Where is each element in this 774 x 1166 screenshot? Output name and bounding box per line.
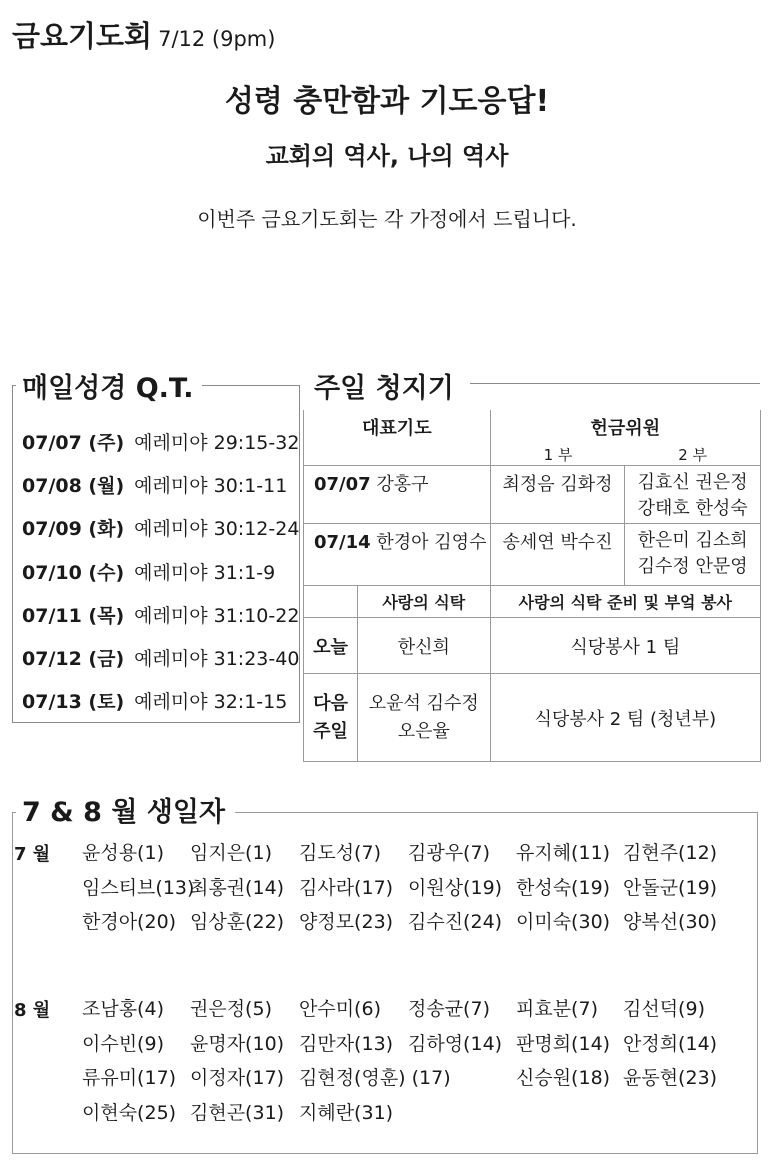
birthday-entry: 윤명자(10) (190, 1032, 285, 1055)
page-datetime: 7/12 (9pm) (158, 27, 276, 51)
birthday-entry: 정송균(7) (408, 998, 490, 1020)
sunday-table (303, 410, 761, 762)
birthday-entry: 양복선(30) (623, 911, 718, 933)
sunday-part2: 김효신 권은정 강태호 한성숙 (625, 466, 761, 524)
birthday-entry: 이원상(19) (408, 876, 503, 899)
qt-row (22, 593, 299, 636)
next-meal: 오윤석 김수정 오은율 (357, 674, 490, 762)
qt-passage: 예레미야 30:1-11 (134, 475, 288, 498)
sunday-prayer: 한경아 김영수 (376, 532, 487, 553)
qt-heading: 매일성경 Q.T. (16, 366, 202, 405)
col-part2-label: 2 부 (678, 446, 708, 464)
qt-date: 07/09 (화) (22, 518, 125, 541)
birthday-entry: 이현숙(25) (82, 1101, 177, 1124)
qt-row (22, 463, 299, 506)
qt-date: 07/13 (토) (22, 691, 125, 714)
birthday-entry: 조남홍(4) (82, 998, 164, 1020)
sunday-top-rule (470, 383, 760, 384)
july-label: 7 월 (14, 844, 51, 865)
august-label: 8 월 (14, 1000, 51, 1021)
birthday-entry: 김현정(영훈) (17) (299, 1067, 451, 1089)
sunday-prayer-cell (304, 524, 491, 586)
page-title: 금요기도회 (12, 19, 153, 53)
qt-date: 07/12 (금) (22, 648, 125, 671)
today-meal: 한신희 (357, 618, 490, 674)
qt-passage: 예레미야 31:1-9 (134, 561, 276, 584)
birthday-entry: 판명희(14) (516, 1032, 611, 1055)
qt-passage: 예레미야 29:15-32 (134, 432, 300, 455)
qt-date: 07/08 (월) (22, 475, 125, 498)
birthday-entry: 류유미(17) (82, 1067, 177, 1089)
birthday-entry: 김현곤(31) (190, 1101, 285, 1124)
birthday-entry: 김하영(14) (408, 1032, 503, 1055)
birthday-entry: 한성숙(19) (516, 876, 611, 899)
today-label: 오늘 (304, 618, 358, 674)
birthday-entry: 이정자(17) (190, 1067, 285, 1089)
birthday-entry: 최홍권(14) (190, 876, 285, 899)
next-prep: 식당봉사 2 팀 (청년부) (490, 674, 760, 762)
qt-list (22, 420, 299, 722)
birthday-entry: 김도성(7) (299, 842, 381, 864)
sunday-prayer-cell (304, 466, 491, 524)
sunday-prayer: 강홍구 (376, 474, 429, 495)
prep-header: 사랑의 식탁 준비 및 부엌 봉사 (490, 586, 760, 618)
birthday-entry: 임스티브(13) (82, 876, 195, 899)
birthday-entry: 윤성용(1) (82, 842, 164, 864)
today-row (304, 618, 761, 674)
meal-header: 사랑의 식탁 (357, 586, 490, 618)
birthday-entry: 유지혜(11) (516, 842, 611, 864)
page-header (12, 14, 275, 55)
qt-date: 07/07 (주) (22, 432, 125, 455)
birthday-entry: 지혜란(31) (299, 1101, 394, 1124)
birthday-entry: 윤동현(23) (623, 1067, 718, 1089)
meal-corner-cell (304, 586, 358, 618)
qt-passage: 예레미야 30:12-24 (134, 518, 300, 541)
qt-row (22, 679, 299, 722)
birthday-entry: 양정모(23) (299, 911, 394, 933)
birthday-entry: 김수진(24) (408, 911, 503, 933)
birthday-entry: 피효분(7) (516, 998, 598, 1020)
birthday-entry: 김만자(13) (299, 1032, 394, 1055)
birthday-entry: 안돌군(19) (623, 876, 718, 899)
col-offering-header (490, 410, 760, 466)
birthday-entry: 김사라(17) (299, 876, 394, 899)
col-prayer-header: 대표기도 (304, 410, 491, 466)
notice-text: 이번주 금요기도회는 각 가정에서 드립니다. (197, 207, 577, 231)
qt-passage: 예레미야 32:1-15 (134, 691, 288, 714)
qt-passage: 예레미야 31:10-22 (134, 604, 300, 627)
qt-passage: 예레미야 31:23-40 (134, 648, 300, 671)
qt-row (22, 506, 299, 549)
main-title: 성령 충만함과 기도응답! (224, 84, 550, 119)
next-label: 다음 주일 (304, 674, 358, 762)
birthday-entry: 김현주(12) (623, 842, 718, 864)
col-offering-title: 헌금위원 (590, 418, 661, 439)
sunday-heading: 주일 청지기 (306, 366, 464, 405)
birthday-entry: 신승원(18) (516, 1067, 611, 1089)
birthday-heading: 7 & 8 월 생일자 (16, 790, 235, 829)
next-row (304, 674, 761, 762)
birthday-entry: 김선덕(9) (623, 998, 705, 1020)
sunday-row (304, 466, 761, 524)
birthday-entry: 이수빈(9) (82, 1032, 164, 1055)
birthday-entry: 권은정(5) (190, 998, 272, 1020)
birthday-entry: 안정희(14) (623, 1032, 718, 1055)
qt-date: 07/11 (목) (22, 604, 125, 627)
birthday-entry: 이미숙(30) (516, 911, 611, 933)
birthday-entry: 김광우(7) (408, 842, 490, 864)
qt-row (22, 420, 299, 463)
qt-row (22, 550, 299, 593)
sunday-part1: 송세연 박수진 (490, 524, 625, 586)
birthday-entry: 안수미(6) (299, 998, 381, 1020)
today-prep: 식당봉사 1 팀 (490, 618, 760, 674)
birthday-entry: 임상훈(22) (190, 911, 285, 933)
birthday-entry: 임지은(1) (190, 842, 272, 864)
sub-title: 교회의 역사, 나의 역사 (265, 142, 509, 170)
col-part1-label: 1 부 (543, 446, 573, 464)
sunday-row (304, 524, 761, 586)
qt-row (22, 636, 299, 679)
qt-date: 07/10 (수) (22, 561, 125, 584)
sunday-date: 07/07 (314, 474, 371, 495)
sunday-part2: 한은미 김소희 김수정 안문영 (625, 524, 761, 586)
sunday-part1: 최정음 김화정 (490, 466, 625, 524)
sunday-date: 07/14 (314, 532, 371, 553)
birthday-entry: 한경아(20) (82, 911, 177, 933)
